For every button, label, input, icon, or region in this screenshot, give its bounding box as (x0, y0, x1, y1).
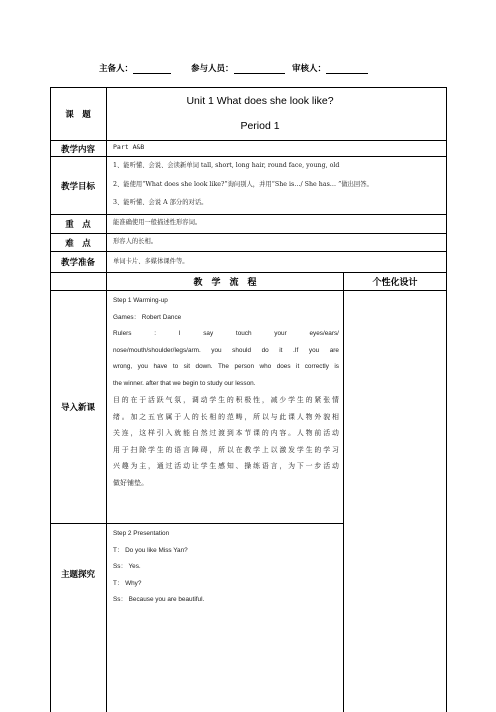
intro-rulers-line: the winner. after that we begin to study our lesson. (113, 379, 256, 387)
purpose-line: 用于扫除学生的语言障碍，所以在教学上以激发学生的学习 (113, 445, 339, 454)
rulers-word: : (154, 330, 156, 337)
table-border-top (50, 87, 447, 88)
preparer-field (99, 62, 171, 74)
intro-games: Games： Robert Dance (113, 313, 182, 321)
process-heading: 教 学 流 程 (193, 278, 257, 288)
row-line (50, 290, 447, 291)
table-border-right (446, 87, 447, 712)
intro-rulers-line: wrong, you have to sit down. The person who does it correctly is (113, 363, 339, 370)
purpose-line: 绪。加之五官属于人的长相的范畴，所以与此课人物外貌相 (113, 412, 339, 421)
goal-item: 3、能听懂、会说 A 部分的对话。 (113, 199, 208, 206)
design-column-divider (343, 272, 344, 712)
explore-line: Step 2 Presentation (113, 530, 170, 537)
key-point-value: 能准确使用一般描述性形容词。 (113, 219, 202, 226)
purpose-line: 兴趣为主，通过活动让学生感知、操练语言，为下一步活动 (113, 462, 339, 470)
intro-step: Step 1 Warming-up (113, 297, 168, 304)
explore-content (113, 526, 339, 609)
lesson-period: Period 1 (240, 120, 280, 132)
goal-item: 1、能听懂、会说、会读新单词 tall, short, long hair, round face, young, old (113, 162, 340, 169)
purpose-line: 关连，这样引入就能自然过渡到本节课的内容。人物前活动 (113, 429, 339, 437)
row-line (50, 140, 447, 141)
participants-label: 参与人员： (191, 64, 234, 74)
rulers-word: I (178, 330, 181, 337)
explore-line: Ss： Because you are beautiful. (113, 596, 205, 603)
rulers-word: say (203, 330, 214, 337)
preparation-label: 教学准备 (60, 258, 95, 268)
reviewer-blank[interactable] (326, 64, 368, 74)
goals-list (106, 157, 436, 214)
content-value: Part A&B (113, 143, 145, 151)
explore-line: Ss： Yes. (113, 563, 141, 570)
rulers-word: touch (235, 330, 252, 337)
intro-rulers-line: nose/mouth/shoulder/legs/arm. you should do it .If you are (113, 346, 339, 354)
participants-blank[interactable] (234, 64, 285, 74)
content-label: 教学内容 (60, 144, 95, 155)
reviewer-label: 审核人： (292, 64, 327, 74)
personal-design-heading: 个性化设计 (372, 278, 418, 288)
key-point-label: 重 点 (65, 220, 91, 230)
explore-line: T： Do you like Miss Yan? (113, 546, 188, 554)
participants-field (191, 62, 285, 74)
rulers-word: your (274, 330, 287, 337)
lesson-title: Unit 1 What does she look like? (186, 95, 334, 107)
explore-label: 主题探究 (60, 570, 95, 580)
goal-item: 2、能使用“What does she look like?”询问别人，并用“She is…/ She has… ”做出回答。 (113, 180, 373, 188)
preparer-blank[interactable] (133, 64, 171, 74)
rulers-word: eyes/ears/ (309, 330, 339, 337)
explore-line: T： Why? (113, 579, 142, 587)
preparation-value: 单词卡片、多媒体课件等。 (113, 258, 189, 265)
goals-label: 教学目标 (60, 181, 95, 192)
intro-label: 导入新课 (60, 403, 95, 413)
intro-rulers-line (113, 326, 339, 343)
topic-label: 课 题 (65, 110, 91, 120)
difficulty-value: 形容人的长相。 (113, 238, 158, 245)
difficulty-label: 难 点 (65, 238, 91, 249)
intro-content (113, 293, 339, 491)
reviewer-field (292, 62, 368, 74)
rulers-word: Rulers (113, 330, 132, 337)
purpose-line: 目的在于活跃气氛，调动学生的积极性，减少学生的紧张情 (113, 396, 339, 404)
purpose-line: 做好铺垫。 (113, 478, 149, 487)
preparer-label: 主备人： (99, 64, 134, 74)
